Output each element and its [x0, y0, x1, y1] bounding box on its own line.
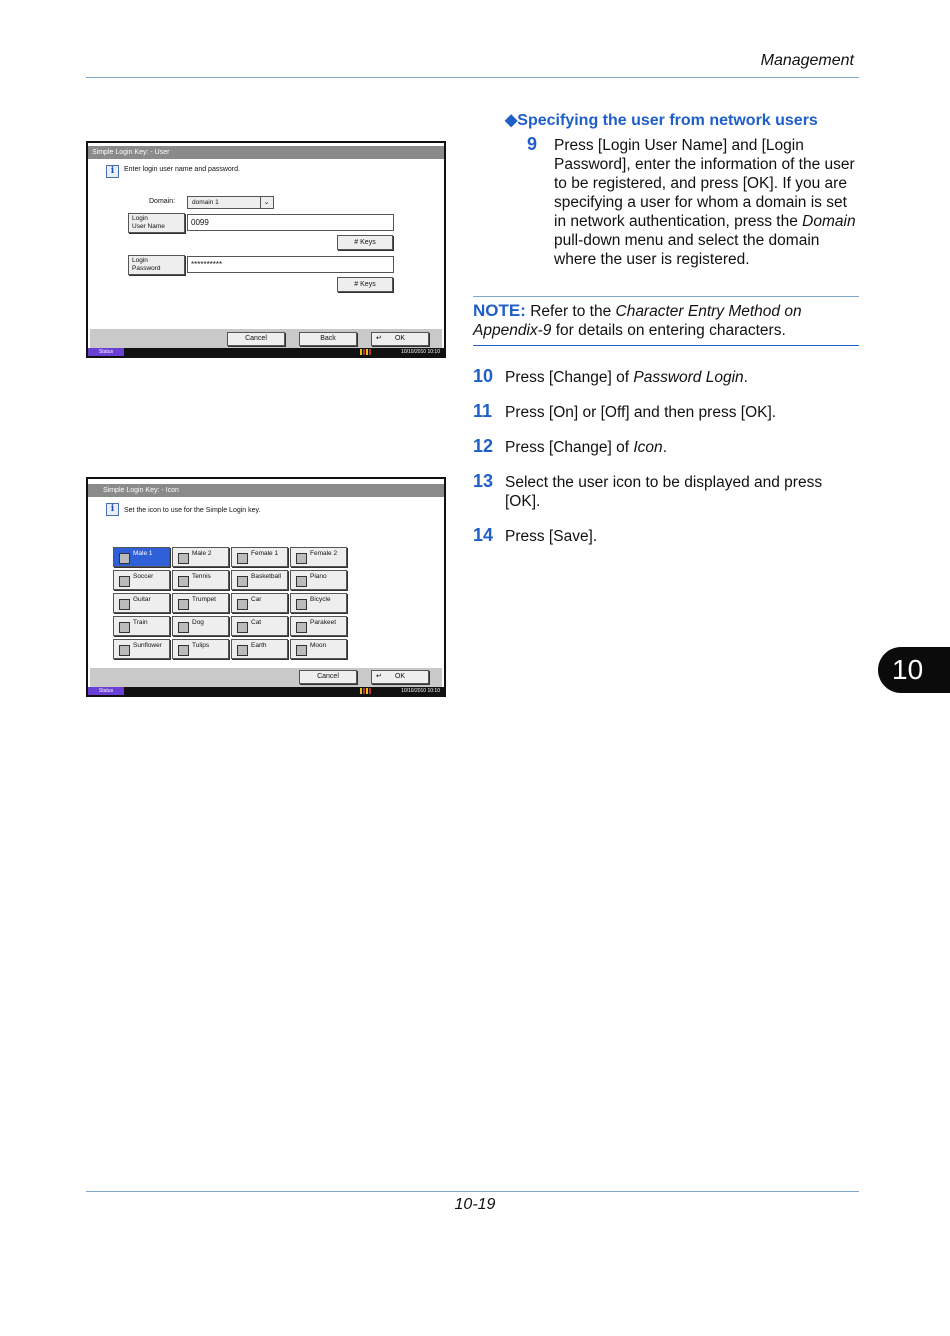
step-text: Press [On] or [Off] and then press [OK]. — [505, 404, 777, 421]
trumpet-icon — [178, 599, 189, 610]
chapter-tab: 10 — [878, 647, 950, 693]
icon-option-label: Earth — [251, 642, 267, 649]
step-text: Select the user icon to be displayed and press [OK]. — [505, 474, 823, 510]
step-text: Press [Change] of Password Login. — [505, 369, 748, 386]
icon-option-label: Soccer — [133, 573, 154, 580]
male-2-icon — [178, 553, 189, 564]
term: Icon — [633, 439, 663, 456]
panel-title: Simple Login Key: - User — [88, 146, 444, 159]
icon-option-train[interactable] — [113, 616, 170, 636]
label-line: Password — [132, 265, 161, 272]
icon-option-label: Car — [251, 596, 262, 603]
step-text: Press [Save]. — [505, 528, 598, 545]
step-number: 13 — [473, 471, 494, 491]
login-user-name-field[interactable]: 0099 — [187, 214, 394, 231]
cancel-button[interactable]: Cancel — [299, 670, 357, 684]
status-bar — [88, 687, 444, 695]
login-password-button[interactable] — [128, 255, 185, 275]
step-number: 9 — [527, 134, 538, 154]
icon-option-label: Cat — [251, 619, 262, 626]
guitar-icon — [119, 599, 130, 610]
back-button[interactable]: Back — [299, 332, 357, 346]
car-icon — [237, 599, 248, 610]
icon-option-label: Female 1 — [251, 550, 279, 557]
note-box — [473, 296, 859, 346]
icon-option-piano[interactable] — [290, 570, 347, 590]
line: Press [Login User Name] and [Login — [554, 137, 804, 154]
icon-option-label: Train — [133, 619, 148, 626]
domain-label: Domain: — [149, 198, 176, 205]
train-icon — [119, 622, 130, 633]
status-button[interactable]: Status — [88, 348, 124, 356]
icon-option-label: Parakeet — [310, 619, 337, 626]
bottom-bar — [90, 668, 442, 688]
icon-option-label: Trumpet — [192, 596, 216, 603]
piano-icon — [296, 576, 307, 587]
icon-option-label: Piano — [310, 573, 327, 580]
sunflower-icon — [119, 645, 130, 656]
male-1-icon — [119, 553, 130, 564]
female-1-icon — [237, 553, 248, 564]
icon-option-male-1[interactable] — [113, 547, 170, 567]
soccer-icon — [119, 576, 130, 587]
domain-value: domain 1 — [192, 199, 219, 206]
step-number: 12 — [473, 436, 494, 456]
icon-option-parakeet[interactable] — [290, 616, 347, 636]
icon-option-cat[interactable] — [231, 616, 288, 636]
icon-option-basketball[interactable] — [231, 570, 288, 590]
clock: 10/10/2010 10:10 — [401, 688, 440, 694]
label-line: User Name — [132, 223, 165, 230]
icon-option-label: Sunflower — [133, 642, 162, 649]
page-number: 10-19 — [454, 1196, 496, 1213]
ok-button[interactable] — [371, 670, 429, 684]
info-icon: i — [106, 503, 119, 516]
bottom-bar — [90, 329, 442, 349]
note-text: for details on entering characters. — [551, 322, 786, 339]
icon-option-label: Basketball — [251, 573, 281, 580]
cancel-button[interactable]: Cancel — [227, 332, 285, 346]
step-number: 11 — [473, 401, 493, 421]
keys-button[interactable]: # Keys — [337, 277, 393, 292]
info-text: Set the icon to use for the Simple Login key. — [124, 507, 261, 514]
line: where the user is registered. — [554, 251, 750, 268]
ok-button[interactable] — [371, 332, 429, 346]
toner-levels-icon — [360, 688, 372, 694]
bicycle-icon — [296, 599, 307, 610]
icon-select-panel — [86, 477, 446, 697]
domain-term: Domain — [802, 213, 856, 230]
step-9-text — [554, 136, 864, 269]
note-label: NOTE: — [473, 301, 526, 320]
icon-option-label: Female 2 — [310, 550, 338, 557]
running-header: Management — [760, 52, 854, 69]
panel-title: Simple Login Key: - Icon — [88, 484, 444, 497]
info-text: Enter login user name and password. — [124, 166, 240, 173]
icon-option-guitar[interactable] — [113, 593, 170, 613]
icon-option-trumpet[interactable] — [172, 593, 229, 613]
chevron-down-icon: ⌄ — [260, 197, 272, 208]
domain-dropdown[interactable] — [187, 196, 274, 209]
icon-option-male-2[interactable] — [172, 547, 229, 567]
line: specifying a user for whom a domain is set — [554, 194, 847, 211]
step-text: Press [Change] of Icon. — [505, 439, 667, 456]
icon-option-sunflower[interactable] — [113, 639, 170, 659]
note-text: Refer to the — [525, 303, 616, 320]
keys-button[interactable]: # Keys — [337, 235, 393, 250]
toner-levels-icon — [360, 349, 372, 355]
tulips-icon — [178, 645, 189, 656]
icon-option-soccer[interactable] — [113, 570, 170, 590]
enter-icon: ↵ — [376, 335, 382, 342]
icon-option-tennis[interactable] — [172, 570, 229, 590]
icon-option-female-2[interactable] — [290, 547, 347, 567]
moon-icon — [296, 645, 307, 656]
dog-icon — [178, 622, 189, 633]
icon-option-label: Male 2 — [192, 550, 212, 557]
line: Password], enter the information of the user — [554, 156, 855, 173]
info-icon: i — [106, 165, 119, 178]
label-line: Login — [132, 215, 148, 222]
female-2-icon — [296, 553, 307, 564]
label-line: Login — [132, 257, 148, 264]
header-rule — [86, 77, 859, 78]
icon-option-label: Guitar — [133, 596, 151, 603]
line: to be registered, and press [OK]. If you are — [554, 175, 847, 192]
login-user-panel — [86, 141, 446, 358]
login-user-name-button[interactable] — [128, 213, 185, 233]
icon-option-label: Dog — [192, 619, 204, 626]
icon-option-label: Male 1 — [133, 550, 153, 557]
basketball-icon — [237, 576, 248, 587]
icon-option-car[interactable] — [231, 593, 288, 613]
icon-option-bicycle[interactable] — [290, 593, 347, 613]
icon-option-label: Bicycle — [310, 596, 331, 603]
note-reference: Character Entry Method on Appendix-9 — [473, 303, 802, 339]
icon-option-female-1[interactable] — [231, 547, 288, 567]
login-password-field[interactable]: ********** — [187, 256, 394, 273]
icon-option-label: Tennis — [192, 573, 211, 580]
step-number: 10 — [473, 366, 494, 386]
icon-option-label: Tulips — [192, 642, 210, 649]
icon-option-moon[interactable] — [290, 639, 347, 659]
ok-label: OK — [394, 335, 406, 342]
line: pull-down menu and select the domain — [554, 232, 820, 249]
step-number: 14 — [473, 525, 494, 545]
clock: 10/10/2010 10:10 — [401, 349, 440, 355]
cat-icon — [237, 622, 248, 633]
footer-rule — [86, 1191, 859, 1192]
parakeet-icon — [296, 622, 307, 633]
status-bar — [88, 348, 444, 356]
term: Password Login — [633, 369, 744, 386]
status-button[interactable]: Status — [88, 687, 124, 695]
icon-option-tulips[interactable] — [172, 639, 229, 659]
ok-label: OK — [394, 673, 406, 680]
icon-option-dog[interactable] — [172, 616, 229, 636]
section-title: ◆Specifying the user from network users — [505, 112, 818, 129]
earth-icon — [237, 645, 248, 656]
line: in network authentication, press the Domain — [554, 213, 856, 230]
enter-icon: ↵ — [376, 673, 382, 680]
icon-option-earth[interactable] — [231, 639, 288, 659]
tennis-icon — [178, 576, 189, 587]
icon-option-label: Moon — [310, 642, 327, 649]
